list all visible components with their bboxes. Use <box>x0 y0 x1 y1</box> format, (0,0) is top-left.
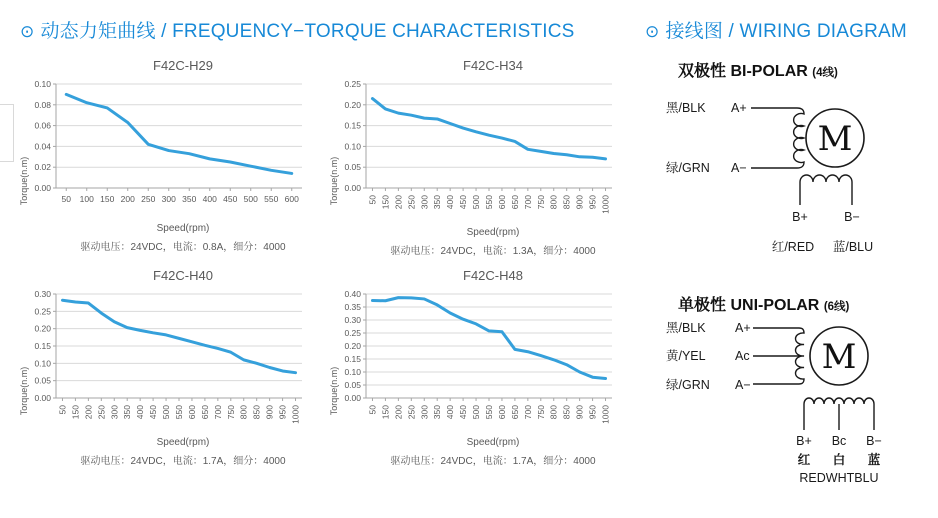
svg-text:950: 950 <box>587 195 598 210</box>
black-wire-label: 黑/BLK <box>666 101 706 115</box>
torque-curve-plot <box>326 286 618 432</box>
phase-b-coil <box>800 175 852 205</box>
svg-text:0.10: 0.10 <box>34 79 51 89</box>
svg-text:400: 400 <box>202 194 217 204</box>
svg-text:0.05: 0.05 <box>344 162 361 173</box>
svg-text:400: 400 <box>445 405 456 420</box>
svg-text:600: 600 <box>284 194 299 204</box>
svg-text:0.15: 0.15 <box>34 341 51 351</box>
svg-text:200: 200 <box>393 405 404 420</box>
svg-text:0.20: 0.20 <box>34 323 51 334</box>
svg-text:0.08: 0.08 <box>34 99 51 110</box>
svg-text:150: 150 <box>70 405 81 420</box>
svg-text:850: 850 <box>561 405 572 420</box>
red-white-blue-caption: REDWHTBLU <box>799 471 879 485</box>
svg-text:500: 500 <box>243 194 258 204</box>
svg-text:0.30: 0.30 <box>34 289 51 299</box>
bipolar-heading-zh: 双极性 <box>678 63 727 80</box>
svg-text:0.35: 0.35 <box>344 302 361 312</box>
svg-text:150: 150 <box>380 405 391 420</box>
svg-text:0.10: 0.10 <box>344 367 361 377</box>
svg-text:350: 350 <box>182 194 197 204</box>
frequency-torque-title: 动态力矩曲线 / FREQUENCY−TORQUE CHARACTERISTICS <box>40 21 575 42</box>
svg-text:1000: 1000 <box>290 405 301 424</box>
svg-text:0.25: 0.25 <box>34 306 51 317</box>
svg-text:550: 550 <box>484 405 494 420</box>
svg-text:0.00: 0.00 <box>34 393 51 403</box>
svg-text:450: 450 <box>223 194 238 204</box>
green-wire-label: 绿/GRN <box>666 378 710 392</box>
svg-text:200: 200 <box>120 194 135 204</box>
a-plus-terminal: A+ <box>735 321 751 335</box>
svg-text:50: 50 <box>367 405 378 415</box>
x-axis-label: Speed(rpm) <box>156 437 210 448</box>
svg-text:0.40: 0.40 <box>344 289 361 299</box>
unipolar-wiring-diagram <box>663 318 928 498</box>
svg-text:550: 550 <box>174 405 184 420</box>
motor-label: M <box>821 337 857 377</box>
chart-f42c-h29 <box>16 58 316 253</box>
blue-wire-label: 蓝 <box>867 453 881 467</box>
section-bullet-icon: ⊙ <box>645 22 660 41</box>
phase-b-coil <box>804 398 874 430</box>
svg-text:350: 350 <box>432 405 443 420</box>
svg-text:250: 250 <box>141 194 156 204</box>
svg-text:0.25: 0.25 <box>344 328 361 338</box>
unipolar-wire-count: (6线) <box>823 301 850 313</box>
y-axis-label: Torque(n.m) <box>19 366 29 416</box>
a-minus-terminal: A− <box>731 161 747 175</box>
motor-label: M <box>817 119 853 159</box>
svg-text:300: 300 <box>419 195 430 210</box>
svg-text:800: 800 <box>548 195 559 210</box>
svg-text:0.25: 0.25 <box>344 79 361 89</box>
svg-text:750: 750 <box>535 405 546 420</box>
torque-curve-plot <box>326 76 618 222</box>
chart-f42c-h40 <box>16 268 316 467</box>
a-plus-terminal: A+ <box>731 101 747 115</box>
svg-text:0.15: 0.15 <box>344 120 361 131</box>
svg-text:300: 300 <box>109 405 120 420</box>
bipolar-heading <box>678 58 838 81</box>
svg-text:200: 200 <box>393 195 404 210</box>
svg-text:900: 900 <box>574 405 585 420</box>
svg-text:100: 100 <box>79 194 94 204</box>
torque-curve-plot <box>16 286 308 432</box>
b-plus-terminal: B+ <box>796 434 812 448</box>
svg-text:0.05: 0.05 <box>34 375 51 386</box>
svg-text:950: 950 <box>587 405 598 420</box>
wiring-diagram-title: 接线图 / WIRING DIAGRAM <box>665 21 907 42</box>
svg-text:900: 900 <box>574 195 585 210</box>
svg-text:950: 950 <box>277 405 288 420</box>
svg-text:0.02: 0.02 <box>34 162 51 173</box>
svg-text:350: 350 <box>432 195 443 210</box>
svg-text:500: 500 <box>471 405 482 420</box>
svg-text:300: 300 <box>161 194 176 204</box>
svg-text:700: 700 <box>212 405 223 420</box>
phase-a-coil <box>751 108 804 168</box>
svg-text:50: 50 <box>57 405 68 415</box>
b-plus-terminal: B+ <box>792 210 808 224</box>
white-wire-label: 白 <box>832 453 846 467</box>
drive-conditions-caption: 驱动电压：24VDC，电流：1.7A，细分：4000 <box>390 456 596 467</box>
svg-text:0.00: 0.00 <box>34 183 51 193</box>
svg-text:0.30: 0.30 <box>344 315 361 325</box>
svg-text:850: 850 <box>251 405 262 420</box>
a-minus-terminal: A− <box>735 378 751 392</box>
svg-text:450: 450 <box>458 195 469 210</box>
chart-title: F42C-H34 <box>463 58 523 73</box>
svg-text:700: 700 <box>522 405 533 420</box>
svg-text:0.04: 0.04 <box>34 141 51 152</box>
svg-text:0.20: 0.20 <box>344 341 361 351</box>
svg-text:850: 850 <box>561 195 572 210</box>
torque-curve-plot <box>16 76 308 206</box>
svg-text:750: 750 <box>535 195 546 210</box>
svg-text:0.10: 0.10 <box>344 141 361 152</box>
svg-text:0.15: 0.15 <box>344 354 361 364</box>
y-axis-label: Torque(n.m) <box>19 156 29 206</box>
svg-text:500: 500 <box>161 405 172 420</box>
svg-text:650: 650 <box>509 405 520 420</box>
yellow-wire-label: 黄/YEL <box>666 349 706 363</box>
y-axis-label: Torque(n.m) <box>329 366 339 416</box>
svg-text:900: 900 <box>264 405 275 420</box>
drive-conditions-caption: 驱动电压：24VDC，电流：0.8A，细分：4000 <box>80 242 286 253</box>
unipolar-heading-en: UNI-POLAR <box>730 297 820 314</box>
svg-text:250: 250 <box>406 405 417 420</box>
svg-text:650: 650 <box>199 405 210 420</box>
svg-text:0.06: 0.06 <box>34 120 51 131</box>
black-wire-label: 黑/BLK <box>666 321 706 335</box>
svg-text:600: 600 <box>496 405 507 420</box>
svg-text:550: 550 <box>484 195 494 210</box>
red-wire-label: 红/RED <box>771 240 815 254</box>
b-minus-terminal: B− <box>844 210 860 224</box>
svg-text:300: 300 <box>419 405 430 420</box>
bipolar-wire-count: (4线) <box>812 67 838 79</box>
svg-text:0.20: 0.20 <box>344 99 361 110</box>
bipolar-heading-en: BI-POLAR <box>730 63 808 80</box>
svg-text:200: 200 <box>83 405 94 420</box>
chart-title: F42C-H40 <box>153 268 213 283</box>
unipolar-heading <box>678 292 849 315</box>
chart-title: F42C-H48 <box>463 268 523 283</box>
left-edge-partial-box <box>0 104 14 162</box>
b-minus-terminal: B− <box>866 434 882 448</box>
svg-text:450: 450 <box>458 405 469 420</box>
chart-f42c-h48 <box>326 268 626 467</box>
svg-text:700: 700 <box>522 195 533 210</box>
svg-text:150: 150 <box>100 194 115 204</box>
svg-text:50: 50 <box>367 195 378 205</box>
x-axis-label: Speed(rpm) <box>466 437 520 448</box>
svg-text:450: 450 <box>148 405 159 420</box>
svg-text:400: 400 <box>135 405 146 420</box>
svg-text:1000: 1000 <box>600 405 611 424</box>
bipolar-wiring-diagram <box>663 90 913 262</box>
a-center-terminal: Ac <box>735 349 750 363</box>
drive-conditions-caption: 驱动电压：24VDC，电流：1.3A，细分：4000 <box>390 246 596 257</box>
drive-conditions-caption: 驱动电压：24VDC，电流：1.7A，细分：4000 <box>80 456 286 467</box>
svg-text:550: 550 <box>264 194 279 204</box>
svg-text:0.05: 0.05 <box>344 380 361 390</box>
frequency-torque-section-header <box>20 16 575 43</box>
svg-text:0.00: 0.00 <box>344 393 361 403</box>
x-axis-label: Speed(rpm) <box>466 227 520 238</box>
section-bullet-icon: ⊙ <box>20 22 35 41</box>
svg-text:250: 250 <box>406 195 417 210</box>
svg-text:800: 800 <box>238 405 249 420</box>
chart-title: F42C-H29 <box>153 58 213 73</box>
svg-text:750: 750 <box>225 405 236 420</box>
svg-text:0.10: 0.10 <box>34 358 51 369</box>
red-wire-label: 红 <box>797 453 811 467</box>
b-center-terminal: Bc <box>831 434 847 448</box>
svg-text:0.00: 0.00 <box>344 183 361 193</box>
svg-text:350: 350 <box>122 405 133 420</box>
svg-text:600: 600 <box>186 405 197 420</box>
wiring-diagrams-panel <box>645 0 938 518</box>
svg-text:150: 150 <box>380 195 391 210</box>
green-wire-label: 绿/GRN <box>666 161 710 175</box>
y-axis-label: Torque(n.m) <box>329 156 339 206</box>
chart-f42c-h34 <box>326 58 626 257</box>
svg-text:500: 500 <box>471 195 482 210</box>
svg-text:50: 50 <box>61 194 71 204</box>
svg-text:250: 250 <box>96 405 107 420</box>
svg-text:400: 400 <box>445 195 456 210</box>
svg-text:800: 800 <box>548 405 559 420</box>
x-axis-label: Speed(rpm) <box>156 223 210 234</box>
svg-text:600: 600 <box>496 195 507 210</box>
svg-text:650: 650 <box>509 195 520 210</box>
blue-wire-label: 蓝/BLU <box>832 240 874 254</box>
unipolar-heading-zh: 单极性 <box>678 297 727 314</box>
svg-text:1000: 1000 <box>600 195 611 214</box>
